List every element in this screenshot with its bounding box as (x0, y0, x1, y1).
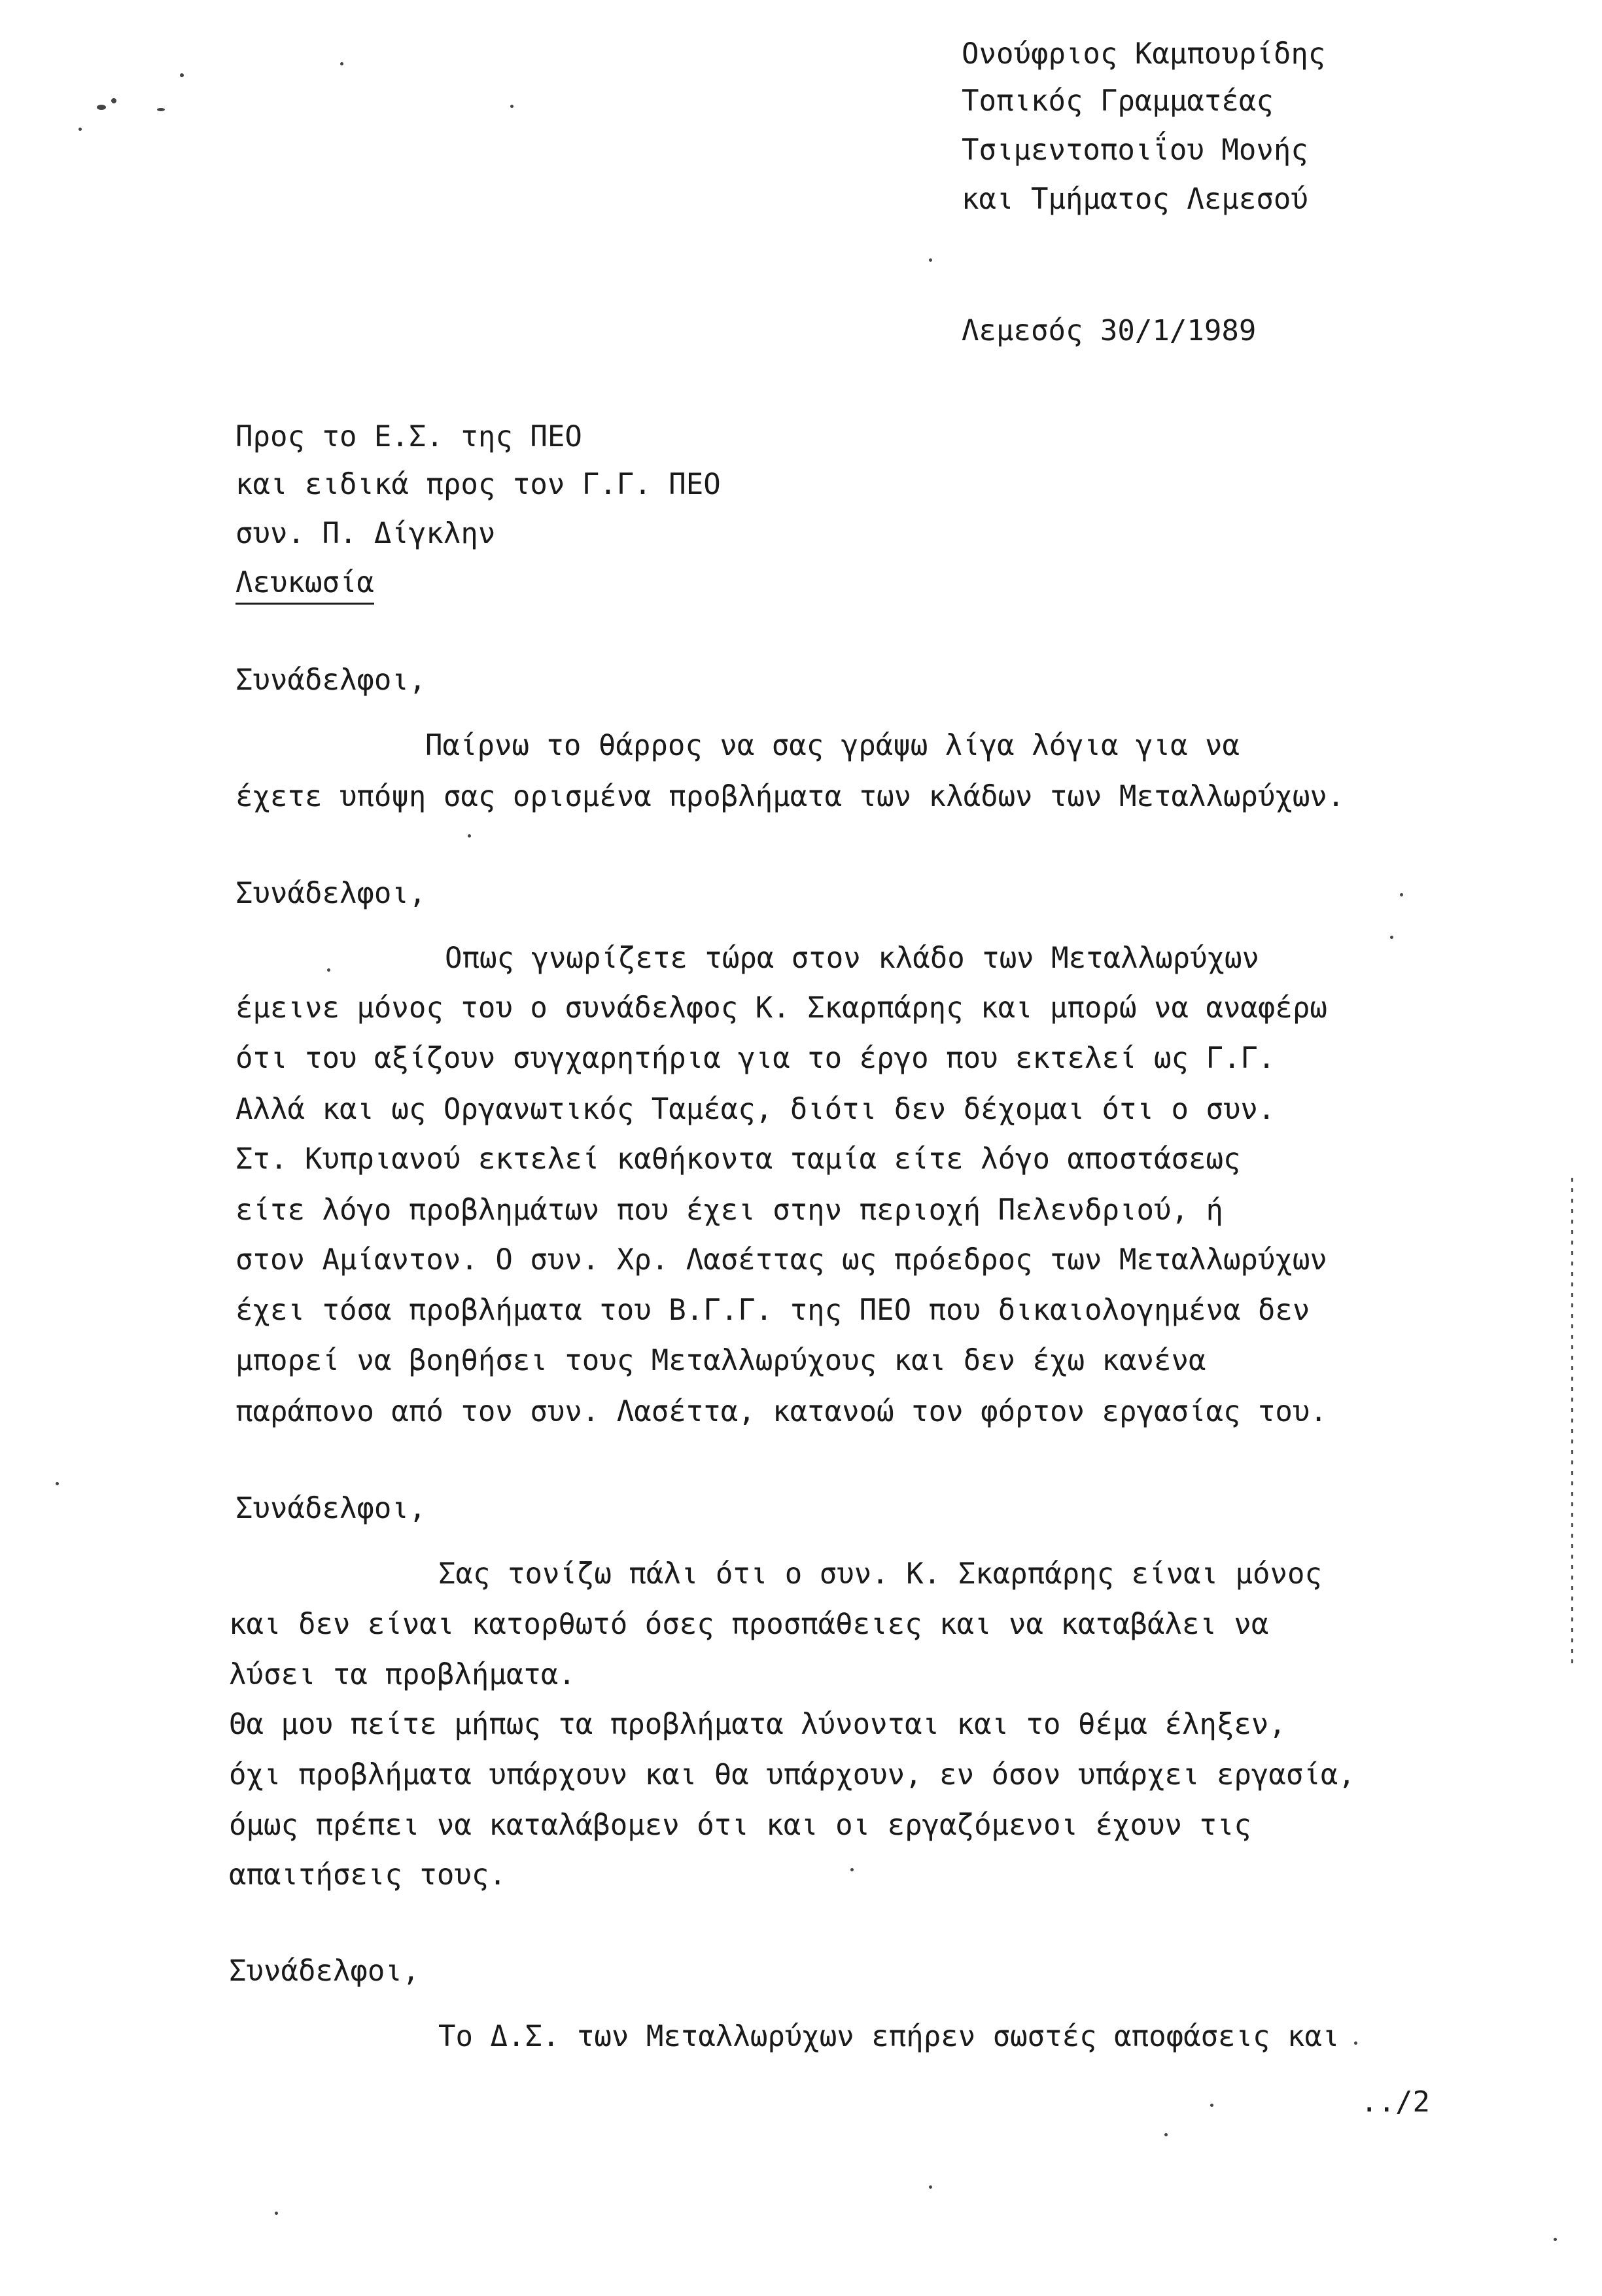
recipient-city: Λευκωσία (235, 565, 374, 605)
place-date: Λεμεσός 30/1/1989 (962, 314, 1257, 347)
para-2-line: ότι του αξίζουν συγχαρητήρια για το έργο που εκτελεί ως Γ.Γ. (235, 1042, 1276, 1075)
scan-speck (468, 834, 471, 838)
scan-speck (327, 968, 330, 972)
para-3-line: και δεν είναι κατορθωτό όσες προσπάθειες και να καταβάλει να (229, 1608, 1269, 1641)
scan-speck (56, 1482, 59, 1485)
recipient-line-2: και ειδικά προς τον Γ.Γ. ΠΕΟ (235, 468, 721, 501)
sender-role: Τοπικός Γραμματέας (962, 84, 1274, 118)
scan-speck (1390, 936, 1393, 939)
scan-speck (1164, 2133, 1168, 2136)
scan-speck (157, 108, 165, 111)
recipient-line-1: Προς το Ε.Σ. της ΠΕΟ (235, 420, 582, 453)
para-3-line: απαιτήσεις τους. (229, 1858, 506, 1892)
scan-speck (1400, 893, 1403, 896)
scan-speck (929, 258, 932, 262)
scan-edge-mark (1571, 1178, 1573, 1669)
greeting: Συνάδελφοι, (235, 663, 427, 697)
greeting: Συνάδελφοι, (235, 1492, 427, 1525)
recipient-line-3: συν. Π. Δίγκλην (235, 517, 496, 550)
para-2-line: έμεινε μόνος του ο συνάδελφος Κ. Σκαρπάρης και μπορώ να αναφέρω (235, 991, 1327, 1025)
scan-speck (340, 62, 343, 65)
para-1-line: έχετε υπόψη σας ορισμένα προβλήματα των κλάδων των Μεταλλωρύχων. (235, 780, 1345, 813)
scan-speck (275, 2212, 278, 2215)
greeting: Συνάδελφοι, (235, 877, 427, 910)
scan-speck (78, 128, 82, 131)
para-3-line: λύσει τα προβλήματα. (229, 1658, 576, 1691)
para-2-line: Στ. Κυπριανού εκτελεί καθήκοντα ταμία είτε λόγο αποστάσεως (235, 1142, 1241, 1176)
para-1-line: Παίρνω το θάρρος να σας γράψω λίγα λόγια για να (425, 729, 1240, 762)
para-2-line: Αλλά και ως Οργανωτικός Ταμέας, διότι δεν δέχομαι ότι ο συν. (235, 1093, 1276, 1126)
para-3-line: Σας τονίζω πάλι ότι ο συν. Κ. Σκαρπάρης είναι μόνος (438, 1557, 1323, 1591)
scan-speck (97, 105, 106, 110)
para-2-line: παράπονο από τον συν. Λασέττα, κατανοώ τον φόρτον εργασίας του. (235, 1395, 1327, 1428)
para-2-line: Οπως γνωρίζετε τώρα στον κλάδο των Μεταλλωρύχων (445, 942, 1260, 975)
scan-speck (1354, 2041, 1357, 2045)
scan-speck (180, 73, 184, 77)
para-2-line: στον Αμίαντον. Ο συν. Χρ. Λασέττας ως πρόεδρος των Μεταλλωρύχων (235, 1243, 1327, 1277)
para-2-line: έχει τόσα προβλήματα του Β.Γ.Γ. της ΠΕΟ που δικαιολογημένα δεν (235, 1294, 1310, 1327)
scan-speck (850, 1868, 854, 1871)
para-3-line: όμως πρέπει να καταλάβομεν ότι και οι εργαζόμενοι έχουν τις (229, 1809, 1251, 1842)
page-continuation-marker: ../2 (1361, 2085, 1430, 2119)
scan-speck (510, 105, 514, 108)
para-2-line: μπορεί να βοηθήσει τους Μεταλλωρύχους και δεν έχω κανένα (235, 1344, 1206, 1377)
sender-branch: και Τμήματος Λεμεσού (962, 183, 1308, 216)
scan-speck (929, 2185, 932, 2189)
scan-speck (111, 98, 116, 103)
sender-name: Ονούφριος Καμπουρίδης (962, 37, 1326, 71)
para-3-line: όχι προβλήματα υπάρχουν και θα υπάρχουν, εν όσον υπάρχει εργασία, (229, 1758, 1355, 1792)
scan-speck (1210, 2104, 1213, 2107)
sender-union: Τσιμεντοποιΐου Μονής (962, 133, 1308, 167)
greeting: Συνάδελφοι, (229, 1954, 420, 1988)
para-2-line: είτε λόγο προβλημάτων που έχει στην περιοχή Πελενδριού, ή (235, 1193, 1223, 1227)
para-3-line: Θα μου πείτε μήπως τα προβλήματα λύνονται και το θέμα έληξεν, (229, 1708, 1286, 1741)
scan-speck (1554, 2238, 1557, 2241)
para-4-line: Το Δ.Σ. των Μεταλλωρύχων επήρεν σωστές αποφάσεις και (438, 2020, 1340, 2053)
